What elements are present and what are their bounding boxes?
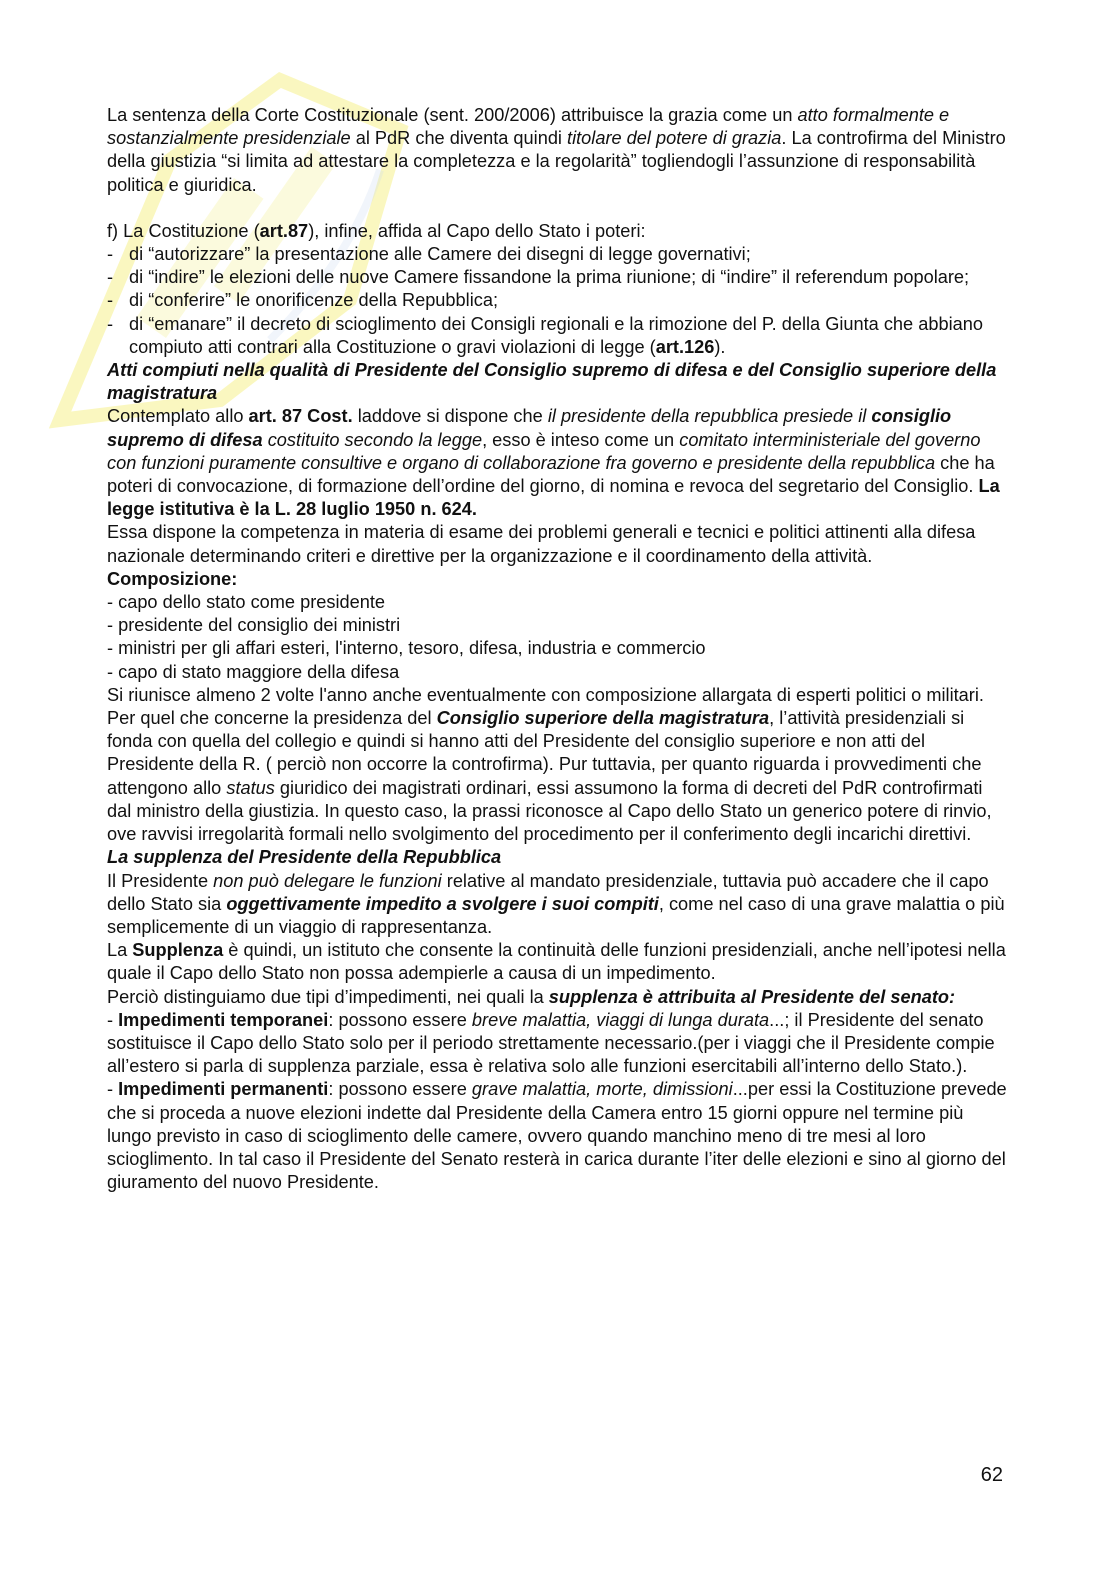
paragraph-poteri-intro: f) La Costituzione (art.87), infine, affida al Capo dello Stato i poteri: <box>107 220 646 241</box>
poteri-list <box>107 243 1007 359</box>
document-body <box>107 104 1007 1194</box>
paragraph-supplenza: La Supplenza è quindi, un istituto che consente la continuità delle funzioni presidenziali, anche nell’ipotesi nella quale il Capo dello Stato non possa adempierle a causa di un impedimento. <box>107 940 1006 984</box>
paragraph-riunione: Si riunisce almeno 2 volte l'anno anche eventualmente con composizione allargata di esperti politici o militari. <box>107 684 984 705</box>
paragraph-temporanei: - Impedimenti temporanei: possono essere breve malattia, viaggi di lunga durata...; il Presidente del senato sostituisce il Capo dello Stato solo per il periodo strettamente necessario.(per i viaggi che il Presidente compie all’estero si parla di supplenza parziale, essa è relativa solo alle funzioni esercitabili all’interno dello Stato.). <box>107 1009 995 1077</box>
list-item: - di “indire” le elezioni delle nuove Camere fissandone la prima riunione; di “indire” il referendum popolare; <box>107 266 1007 289</box>
list-item: - di “conferire” le onorificenze della Repubblica; <box>107 289 1007 312</box>
paragraph-delega: Il Presidente non può delegare le funzioni relative al mandato presidenziale, tuttavia può accadere che il capo dello Stato sia oggettivamente impedito a svolgere i suoi compiti, come nel caso di una grave malattia o più semplicemente di un viaggio di rappresentanza. <box>107 870 1005 937</box>
list-item: - capo di stato maggiore della difesa <box>107 661 400 682</box>
list-item: - presidente del consiglio dei ministri <box>107 615 401 636</box>
list-item: - di “emanare” il decreto di scioglimento dei Consigli regionali e la rimozione del P. della Giunta che abbiano compiuto atti contrari alla Costituzione o gravi violazioni di legge (art.126). <box>107 313 1007 359</box>
list-item: - capo dello stato come presidente <box>107 592 386 613</box>
list-item: - di “autorizzare” la presentazione alle Camere dei disegni di legge governativi; <box>107 243 1007 266</box>
paragraph-competenza: Essa dispone la competenza in materia di esame dei problemi generali e tecnici e politici attinenti alla difesa nazionale determinando criteri e direttive per la organizzazione e il coordinamento della attività. <box>107 522 976 566</box>
paragraph-grazia: La sentenza della Corte Costituzionale (sent. 200/2006) attribuisce la grazia come un atto formalmente e sostanzialmente presidenziale al PdR che diventa quindi titolare del potere di grazia. La controfirma del Ministro della giustizia “si limita ad attestare la completezza e la regolarità” togliendogli l’assunzione di responsabilità politica e giuridica. <box>107 105 1006 195</box>
section-heading-consiglio: Atti compiuti nella qualità di Presidente del Consiglio supremo di difesa e del Consiglio superiore della magistratura <box>107 360 997 404</box>
paragraph-impedimenti: Perciò distinguiamo due tipi d’impedimenti, nei quali la supplenza è attribuita al Presidente del senato: <box>107 986 956 1007</box>
paragraph-consiglio-difesa: Contemplato allo art. 87 Cost. laddove si dispone che il presidente della repubblica presiede il consiglio supremo di difesa costituito secondo la legge, esso è inteso come un comitato interministeriale del governo con funzioni puramente consultive e organo di collaborazione fra governo e presidente della repubblica che ha poteri di convocazione, di formazione dell’ordine del giorno, di nomina e revoca del segretario del Consiglio. La legge istitutiva è la L. 28 luglio 1950 n. 624. <box>107 406 1000 520</box>
composizione-label: Composizione: <box>107 568 238 589</box>
section-heading-supplenza: La supplenza del Presidente della Repubblica <box>107 847 502 868</box>
paragraph-csm: Per quel che concerne la presidenza del Consiglio superiore della magistratura, l’attività presidenziali si fonda con quella del collegio e quindi si hanno atti del Presidente del consiglio superiore e non atti del Presidente della R. ( perciò non occorre la controfirma). Pur tuttavia, per quanto riguarda i provvedimenti che attengono allo status giuridico dei magistrati ordinari, essi assumono la forma di decreti del PdR controfirmati dal ministro della giustizia. In questo caso, la prassi riconosce al Capo dello Stato un generico potere di rinvio, ove ravvisi irregolarità formali nello svolgimento del procedimento per il conferimento degli incarichi direttivi. <box>107 708 992 845</box>
page-number: 62 <box>980 1464 1003 1486</box>
list-item: - ministri per gli affari esteri, l'interno, tesoro, difesa, industria e commercio <box>107 638 706 659</box>
paragraph-permanenti: - Impedimenti permanenti: possono essere grave malattia, morte, dimissioni...per essi la Costituzione prevede che si proceda a nuove elezioni indette dal Presidente della Camera entro 15 giorni oppure nel termine più lungo previsto in caso di scioglimento delle camere, ovvero quando manchino meno di tre mesi al loro scioglimento. In tal caso il Presidente del Senato resterà in carica durante l’iter delle elezioni e sino al giorno del giuramento del nuovo Presidente. <box>107 1079 1007 1193</box>
